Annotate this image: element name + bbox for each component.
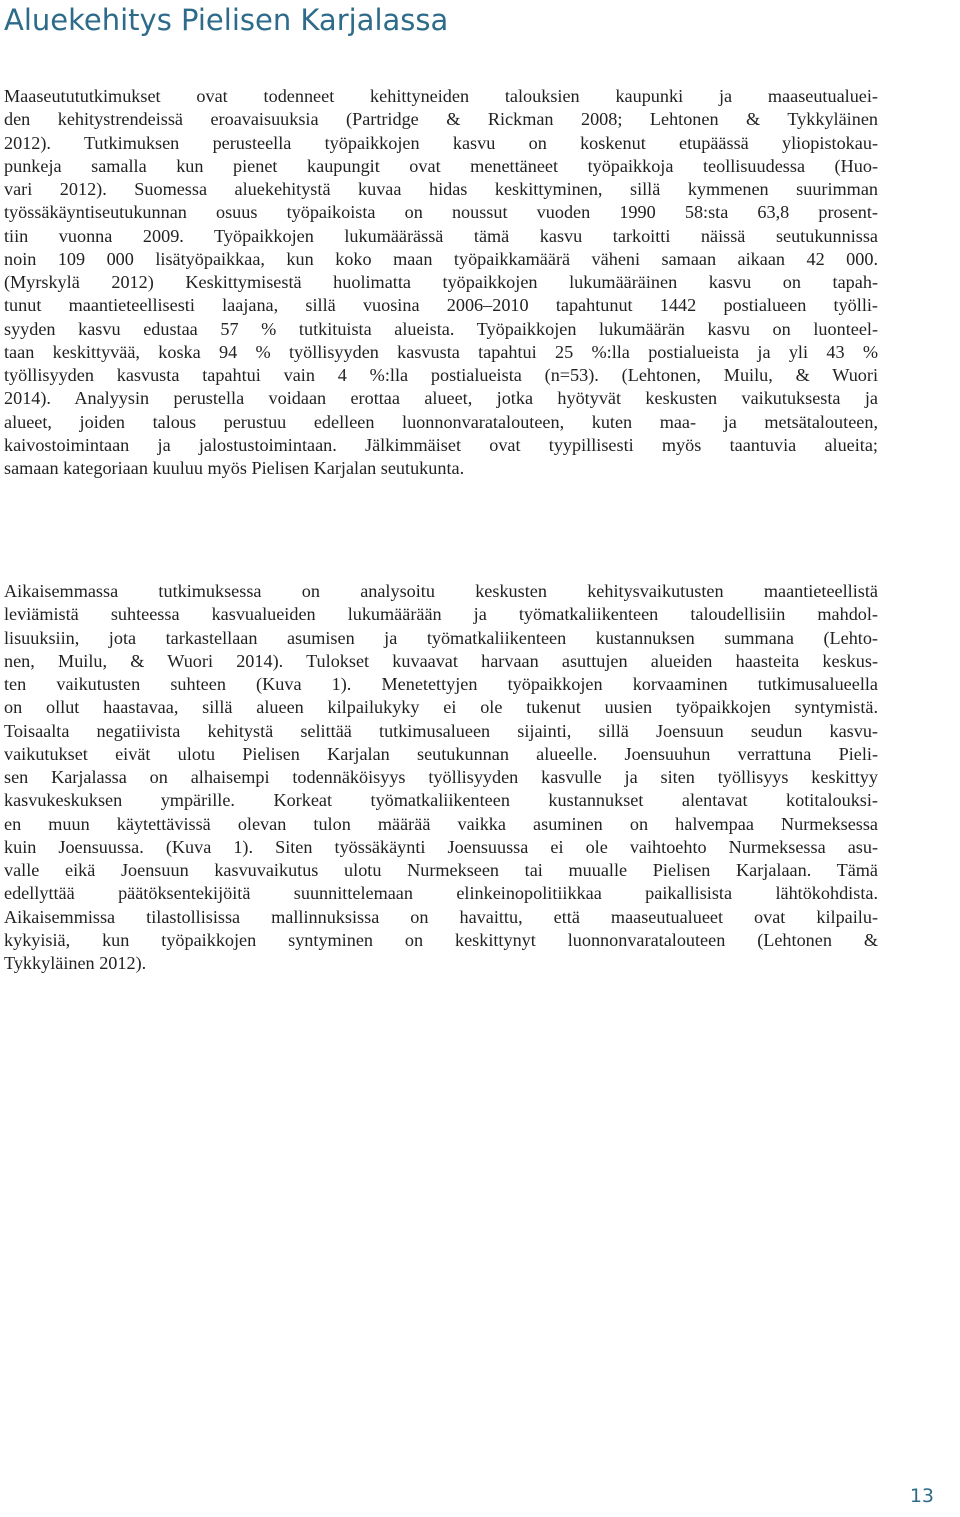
text-line: on ollut haastavaa, sillä alueen kilpailukyky ei ole tukenut uusien työpaikkojen syntymistä.	[4, 697, 878, 718]
text-line: Aikaisemmissa tilastollisissa mallinnuksissa on havaittu, että maaseutualueet ovat kilpailu-	[4, 906, 878, 927]
text-line: punkeja samalla kun pienet kaupungit ovat menettäneet työpaikkoja teollisuudessa (Huo-	[4, 155, 878, 176]
text-line: alueet, joiden talous perustuu edelleen luonnonvaratalouteen, kuten maa- ja metsätalouteen,	[4, 411, 878, 432]
text-line: vaikutukset eivät ulotu Pielisen Karjalan seutukunnan alueelle. Joensuuhun verrattuna Pieli-	[4, 743, 878, 764]
text-line: taan keskittyvää, koska 94 % työllisyyden kasvusta tapahtui 25 %:lla postialueista ja yli 43 %	[4, 341, 878, 362]
page-title: Aluekehitys Pielisen Karjalassa	[4, 3, 449, 37]
text-line: Toisaalta negatiivista kehitystä selittää tutkimusalueen sijainti, sillä Joensuun seudun kasvu-	[4, 720, 878, 741]
text-line: tiin vuonna 2009. Työpaikkojen lukumäärässä tämä kasvu tarkoitti näissä seutukunnissa	[4, 225, 878, 246]
text-line: edellyttää päätöksentekijöitä suunnittelemaan elinkeinopolitiikkaa paikallisista lähtökohdista.	[4, 883, 878, 904]
text-line: Maaseutututkimukset ovat todenneet kehittyneiden talouksien kaupunki ja maaseutualuei-	[4, 86, 878, 106]
paragraph-previous-research	[4, 580, 878, 975]
paragraph-regional-development	[4, 85, 878, 480]
text-line: vari 2012). Suomessa aluekehitystä kuvaa hidas keskittyminen, sillä kymmenen suurimman	[4, 179, 878, 199]
text-line: työllisyyden kasvusta tapahtui vain 4 %:lla postialueista (n=53). (Lehtonen, Muilu, & Wuori	[4, 365, 878, 385]
text-line: den kehitystrendeissä eroavaisuuksia (Partridge & Rickman 2008; Lehtonen & Tykkyläinen	[4, 109, 878, 130]
text-line: Tykkyläinen 2012).	[4, 953, 147, 973]
text-line: 2014). Analyysin perustella voidaan erottaa alueet, jotka hyötyvät keskusten vaikutuksesta ja	[4, 388, 878, 409]
text-line: Aikaisemmassa tutkimuksessa on analysoitu keskusten kehitysvaikutusten maantieteellistä	[4, 581, 878, 601]
text-line: tunut maantieteellisesti laajana, sillä vuosina 2006–2010 tapahtunut 1442 postialueen työlli-	[4, 295, 878, 316]
text-line: noin 109 000 lisätyöpaikkaa, kun koko maan työpaikkamäärä väheni samaan aikaan 42 000.	[4, 248, 878, 269]
text-line: lisuuksiin, jota tarkastellaan asumisen ja työmatkaliikenteen kustannuksen summana (Lehto-	[4, 627, 878, 648]
text-line: kuin Joensuussa. (Kuva 1). Siten työssäkäynti Joensuussa ei ole vaihtoehto Nurmeksessa asu-	[4, 836, 878, 857]
text-line: työssäkäyntiseutukunnan osuus työpaikoista on noussut vuoden 1990 58:sta 63,8 prosent-	[4, 202, 878, 223]
text-line: 2012). Tutkimuksen perusteella työpaikkojen kasvu on koskenut etupäässä yliopistokau-	[4, 132, 878, 153]
text-line: leviämistä suhteessa kasvualueiden lukumäärään ja työmatkaliikenteen taloudellisiin mahdol-	[4, 604, 878, 625]
text-line: sen Karjalassa on alhaisempi todennäköisyys työllisyyden kasvulle ja siten työllisyys keskittyy	[4, 767, 878, 787]
text-line: syyden kasvu edustaa 57 % tutkituista alueista. Työpaikkojen lukumäärän kasvu on luonteel-	[4, 318, 878, 339]
text-line: kykyisiä, kun työpaikkojen syntyminen on keskittynyt luonnonvaratalouteen (Lehtonen &	[4, 929, 878, 950]
text-line: samaan kategoriaan kuuluu myös Pielisen Karjalan seutukunta.	[4, 458, 465, 478]
text-line: en muun käytettävissä olevan tulon määrää vaikka asuminen on halvempaa Nurmeksessa	[4, 813, 878, 834]
text-line: ten vaikutusten suhteen (Kuva 1). Menetettyjen työpaikkojen korvaaminen tutkimusalueella	[4, 674, 878, 694]
text-line: kasvukeskuksen ympärille. Korkeat työmatkaliikenteen kustannukset alentavat kotitalouksi-	[4, 790, 878, 811]
text-line: (Myrskylä 2012) Keskittymisestä huolimatta työpaikkojen lukumääräinen kasvu on tapah-	[4, 272, 878, 292]
page-number: 13	[909, 1485, 934, 1507]
text-line: kaivostoimintaan ja jalostustoimintaan. Jälkimmäiset ovat tyypillisesti myös taantuvia alueita;	[4, 434, 878, 455]
text-line: valle eikä Joensuun kasvuvaikutus ulotu Nurmekseen tai muualle Pielisen Karjalaan. Tämä	[4, 860, 878, 880]
text-line: nen, Muilu, & Wuori 2014). Tulokset kuvaavat harvaan asuttujen alueiden haasteita keskus-	[4, 650, 878, 671]
